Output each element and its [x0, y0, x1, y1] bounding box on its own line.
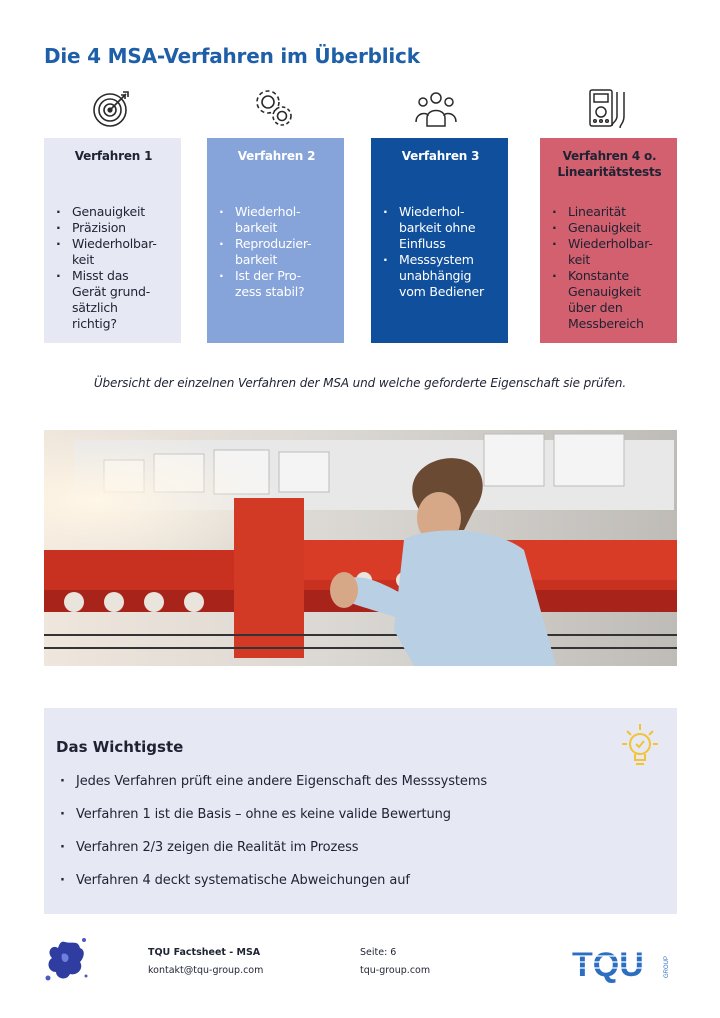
card-title: Verfahren 4 o. Linearitätstests: [557, 149, 662, 179]
figure-caption: Übersicht der einzelnen Verfahren der MSA und welche geforderte Eigenschaft sie prüfen.: [93, 376, 627, 390]
card-item: · Wiederhol- barkeit ohne Einfluss: [383, 204, 498, 252]
summary-item: · Verfahren 2/3 zeigen die Realität im Prozess: [60, 840, 487, 856]
footer-doc-title: TQU Factsheet - MSA: [148, 947, 261, 958]
photo-technician-machine: [44, 430, 677, 666]
card-item: · Wiederholbar- keit: [56, 236, 171, 268]
summary-item: · Verfahren 1 ist die Basis – ohne es keine valide Bewertung: [60, 807, 487, 823]
card-item: · Präzision: [56, 220, 171, 236]
card-item: · Wiederholbar- keit: [552, 236, 667, 268]
summary-heading: Das Wichtigste: [56, 738, 184, 756]
summary-item: · Jedes Verfahren prüft eine andere Eigenschaft des Messsystems: [60, 774, 487, 790]
gears-icon: [252, 86, 296, 130]
tqu-group-logo: [572, 944, 677, 984]
card-verfahren-3: [371, 138, 508, 343]
card-title: Verfahren 2: [237, 149, 316, 163]
footer-website[interactable]: tqu-group.com: [360, 965, 431, 976]
card-item: · Ist der Pro- zess stabil?: [219, 268, 334, 300]
card-item: · Misst das Gerät grund- sätzlich richtig?: [56, 268, 171, 332]
card-verfahren-2: [207, 138, 344, 343]
card-item: · Genauigkeit: [56, 204, 171, 220]
card-item: · Linearität: [552, 204, 667, 220]
logo-subtext: GROUP: [664, 955, 670, 978]
card-verfahren-4: [540, 138, 677, 343]
footer-email[interactable]: kontakt@tqu-group.com: [148, 965, 264, 976]
summary-box: [44, 708, 677, 914]
target-icon: [90, 86, 134, 130]
multimeter-icon: [586, 86, 630, 130]
summary-item: · Verfahren 4 deckt systematische Abweichungen auf: [60, 873, 487, 889]
people-icon: [414, 86, 458, 130]
footer-page-number: Seite: 6: [360, 947, 397, 958]
card-title: Verfahren 3: [401, 149, 480, 163]
card-item: · Wiederhol- barkeit: [219, 204, 334, 236]
card-item: · Messsystem unabhängig vom Bediener: [383, 252, 498, 300]
card-title: Verfahren 1: [74, 149, 153, 163]
page-title: Die 4 MSA-Verfahren im Überblick: [44, 44, 420, 68]
card-item: · Reproduzier- barkeit: [219, 236, 334, 268]
card-item: · Konstante Genauigkeit über den Messbereich: [552, 268, 667, 332]
logo-text: TQU: [572, 946, 644, 984]
card-verfahren-1: [44, 138, 181, 343]
ink-splash-graphic: [40, 932, 90, 986]
lightbulb-icon: [618, 722, 662, 770]
card-item: · Genauigkeit: [552, 220, 667, 236]
